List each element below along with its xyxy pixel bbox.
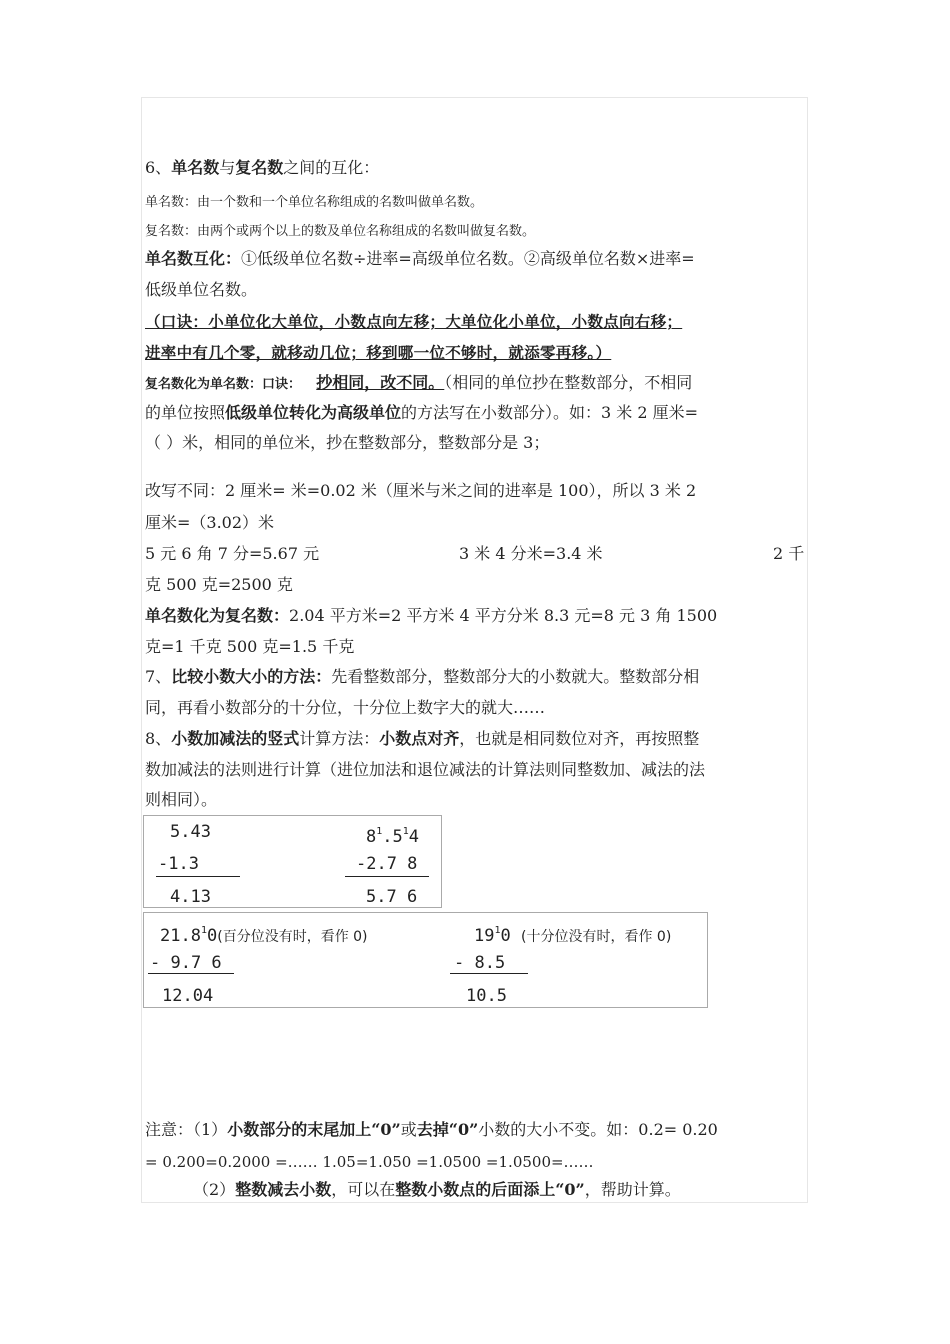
- text: ，可以在: [331, 1180, 396, 1199]
- calc-box-1: [143, 815, 442, 908]
- note-emphasis: 小数部分的末尾加上“0”: [227, 1120, 401, 1139]
- rule-label: 单名数互化：: [145, 249, 242, 268]
- note-prefix: 注意：（1）: [145, 1120, 228, 1139]
- heading-text: 之间的互化：: [283, 158, 380, 177]
- definition-compound: 复名数：由两个或两个以上的数及单位名称组成的名数叫做复名数。: [145, 224, 536, 239]
- compound-to-single-line2: [145, 403, 698, 423]
- copy-same-rule: 抄相同，改不同。: [316, 373, 445, 392]
- section-7-label: 比较小数大小的方法：: [171, 667, 332, 686]
- text: 或: [400, 1120, 417, 1139]
- example-meter: 3 米 4 分米=3.4 米: [459, 544, 603, 563]
- definition-single: 单名数：由一个数和一个单位名称组成的名数叫做单名数。: [145, 195, 484, 210]
- borrow-mark: 1: [402, 826, 409, 837]
- note-line1: [145, 1120, 718, 1140]
- text: 的方法写在小数部分）。如：3 米 2 厘米=: [401, 403, 699, 422]
- compound-to-single-line5: 厘米=（3.02）米: [145, 513, 275, 532]
- borrow-mark: 1: [200, 925, 207, 936]
- conversion-rule-line2: 低级单位名数。: [145, 280, 258, 299]
- calc-box-2: [143, 912, 708, 1008]
- text: 2.04 平方米=2 平方米 4 平方分米 8.3 元=8 元 3 角 1500: [289, 606, 718, 625]
- compound-label: 复名数化为单名数：口诀：: [145, 377, 302, 392]
- conversion-rule-line1: [145, 249, 695, 269]
- single-to-compound-line2: 克=1 千克 500 克=1.5 千克: [145, 637, 355, 656]
- section-number: 8、: [145, 729, 172, 748]
- mnemonic-line2: 进率中有几个零，就移动几位；移到哪一位不够时，就添零再移。）: [145, 343, 612, 362]
- compound-to-single-line4: 改写不同：2 厘米= 米=0.02 米（厘米与米之间的进率是 100），所以 3 米 2: [145, 481, 697, 500]
- calc2-a-line1: [160, 921, 368, 947]
- calc1-b-rule: [345, 876, 429, 877]
- calc1-b-line2: -2.7 8: [356, 854, 418, 874]
- calc1-a-result: 4.13: [170, 887, 211, 907]
- digit: 21.8: [160, 926, 201, 946]
- section-number: 6、: [145, 158, 172, 177]
- text: 计算方法：: [299, 729, 380, 748]
- calc2-a-line2: - 9.7 6: [150, 953, 222, 973]
- calc1-a-line2: -1.3: [158, 854, 199, 874]
- note-prefix: （2）: [193, 1180, 236, 1199]
- term-single-unit: 单名数: [171, 158, 220, 177]
- align-point-emphasis: 小数点对齐: [379, 729, 460, 748]
- compound-to-single-line3: （ ）米，相同的单位米，抄在整数部分，整数部分是 3；: [145, 433, 550, 452]
- section-8-line1: [145, 729, 699, 749]
- section-8-label: 小数加减法的竖式: [171, 729, 300, 748]
- text: ，帮助计算。: [584, 1180, 681, 1199]
- calc2-b-line1: [474, 921, 671, 947]
- section-8-line2: 数加减法的法则进行计算（进位加法和退位减法的计算法则同整数加、减法的法: [145, 760, 706, 779]
- note-line3: [193, 1180, 681, 1200]
- example-yuan: 5 元 6 角 7 分=5.67 元: [145, 544, 320, 563]
- note-line2: = 0.200=0.2000 =…… 1.05=1.050 =1.0500 =1.0500=……: [145, 1153, 594, 1171]
- borrow-mark: 1: [494, 925, 501, 936]
- compound-to-single-line1: [145, 373, 692, 395]
- single-to-compound-line1: [145, 606, 717, 626]
- calc2-a-result: 12.04: [162, 986, 214, 1006]
- digit: .5: [382, 827, 403, 847]
- hint-note: (百分位没有时，看作 0): [217, 929, 368, 945]
- hint-note: (十分位没有时，看作 0): [521, 929, 672, 945]
- calc2-b-result: 10.5: [466, 986, 507, 1006]
- heading-text: 与: [219, 158, 236, 177]
- text: 小数的大小不变。如：0.2= 0.20: [478, 1120, 718, 1139]
- term-compound-unit: 复名数: [235, 158, 284, 177]
- note-emphasis: 整数小数点的后面添上“0”: [395, 1180, 585, 1199]
- calc1-b-result: 5.7 6: [366, 887, 418, 907]
- note-emphasis: 整数减去小数: [235, 1180, 332, 1199]
- calc2-a-rule: [148, 973, 234, 974]
- text: 先看整数部分，整数部分大的小数就大。整数部分相: [331, 667, 700, 686]
- calc1-b-line1: [366, 822, 419, 847]
- section-6-heading: [145, 158, 379, 178]
- emphasis: 低级单位转化为高级单位: [225, 403, 402, 422]
- digit: 4: [408, 827, 420, 847]
- example-kg-part1: 2 千: [773, 544, 805, 563]
- calc1-a-line1: 5.43: [170, 822, 211, 842]
- section-8-line3: 则相同）。: [145, 790, 218, 809]
- rule-text: ①低级单位名数÷进率=高级单位名数。②高级单位名数×进率=: [241, 249, 695, 268]
- section-7-line1: [145, 667, 699, 687]
- section-number: 7、: [145, 667, 172, 686]
- calc2-b-rule: [450, 973, 528, 974]
- mnemonic-line1: （口诀：小单位化大单位，小数点向左移；大单位化小单位，小数点向右移；: [145, 312, 683, 331]
- calc1-a-rule: [156, 876, 240, 877]
- calc2-b-line2: - 8.5: [454, 953, 506, 973]
- digit: 8: [366, 827, 377, 847]
- single-to-compound-label: 单名数化为复名数：: [145, 606, 290, 625]
- digit: 19: [474, 926, 495, 946]
- section-7-line2: 同，再看小数部分的十分位，十分位上数字大的就大……: [145, 698, 546, 717]
- note-emphasis: 去掉“0”: [416, 1120, 479, 1139]
- text: ，也就是相同数位对齐，再按照整: [459, 729, 700, 748]
- example-kg-part2: 克 500 克=2500 克: [145, 575, 293, 594]
- borrow-mark: 1: [376, 826, 383, 837]
- compound-text: （相同的单位抄在整数部分，不相同: [444, 373, 693, 392]
- digit: 0: [206, 926, 218, 946]
- text: 的单位按照: [145, 403, 226, 422]
- digit: 0: [500, 926, 511, 946]
